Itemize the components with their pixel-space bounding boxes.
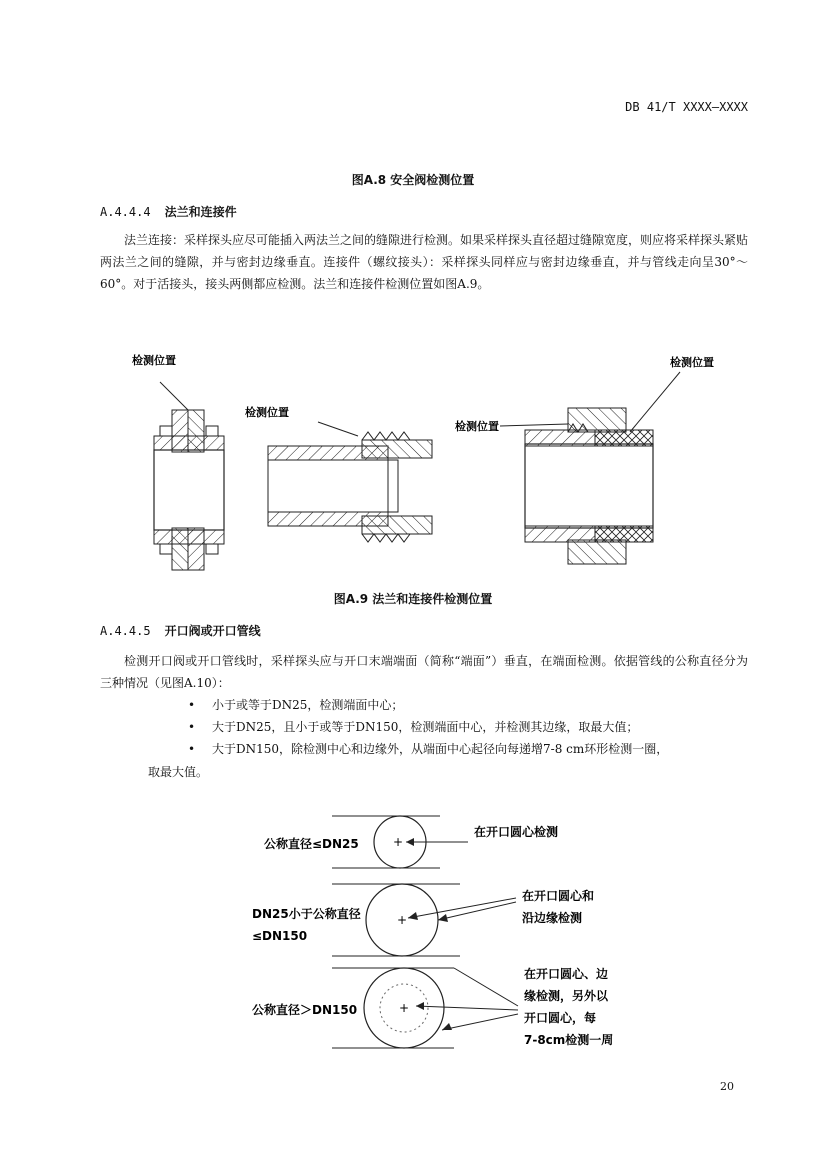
figure-a8-caption: 图A.8 安全阀检测位置 — [351, 173, 475, 187]
row2-label-line1: DN25小于公称直径 — [252, 907, 361, 921]
section-title: 法兰和连接件 — [164, 205, 237, 219]
row1-label: 公称直径≤DN25 — [264, 837, 359, 851]
flange-joint — [154, 382, 224, 570]
union-joint — [500, 372, 680, 564]
row2-label-line2: ≤DN150 — [252, 929, 308, 943]
union-left-label: 检测位置 — [455, 420, 499, 433]
section-heading-a4445 — [100, 622, 261, 639]
center-mark: + — [392, 835, 404, 849]
bullet-glyph: • — [188, 720, 196, 734]
center-mark: + — [396, 913, 408, 927]
section-heading-a4444 — [100, 203, 237, 220]
paragraph-text: 检测开口阀或开口管线时，采样探头应与开口末端端面（简称“端面”）垂直，在端面检测。依据管线的公称直径分为三种情况（见图A.10）： — [100, 654, 748, 690]
flange-label: 检测位置 — [132, 354, 176, 367]
list-item — [188, 716, 668, 738]
row2-note-line2: 沿边缘检测 — [522, 911, 583, 925]
list-item — [188, 738, 668, 760]
bullet-continuation: 取最大值。 — [148, 765, 209, 779]
row3-note-line3: 开口圆心，每 — [524, 1011, 597, 1025]
bullet-glyph: • — [188, 698, 196, 712]
figure-a9-diagram — [100, 340, 740, 580]
section-title: 开口阀或开口管线 — [164, 624, 261, 638]
section-number: A.4.4.4 — [100, 205, 151, 219]
figure-a10-diagram — [240, 810, 640, 1060]
paragraph-text: 法兰连接：采样探头应尽可能插入两法兰之间的缝隙进行检测。如果采样探头直径超过缝隙宽度，则应将采样探头紧贴两法兰之间的缝隙，并与密封边缘垂直。连接件（螺纹接头）：采样探头同样应与密封边缘垂直，并与管线走向呈30°～60°。对于活接头，接头两侧都应检测。法兰和连接件检测位置如图A.9。 — [100, 233, 749, 291]
bullet-glyph: • — [188, 742, 196, 756]
row3-note-line1: 在开口圆心、边 — [524, 967, 609, 981]
row1-note: 在开口圆心检测 — [474, 825, 559, 839]
row3-note-line2: 缘检测，另外以 — [524, 989, 609, 1003]
bullet-list — [188, 694, 668, 760]
paragraph-flange — [100, 229, 748, 295]
row3-note-line4: 7-8cm检测一周 — [524, 1033, 614, 1047]
document-code: DB 41/T XXXX—XXXX — [625, 100, 748, 114]
row-over-dn150 — [332, 968, 518, 1048]
threaded-label: 检测位置 — [245, 406, 289, 419]
list-item-text: 小于或等于DN25，检测端面中心； — [212, 698, 404, 712]
row3-label: 公称直径＞DN150 — [252, 1003, 358, 1017]
figure-a9-caption: 图A.9 法兰和连接件检测位置 — [333, 592, 493, 606]
list-item — [188, 694, 668, 716]
threaded-joint — [268, 422, 432, 542]
list-item-text: 大于DN25，且小于或等于DN150，检测端面中心，并检测其边缘，取最大值； — [212, 720, 639, 734]
list-item-text: 大于DN150，除检测中心和边缘外，从端面中心起径向每递增7-8 cm环形检测一圈， — [212, 742, 669, 756]
paragraph-open-valve — [100, 650, 748, 694]
page-number: 20 — [720, 1080, 734, 1093]
center-mark: + — [398, 1001, 410, 1015]
row2-note-line1: 在开口圆心和 — [522, 889, 595, 903]
union-right-label: 检测位置 — [670, 356, 714, 369]
section-number: A.4.4.5 — [100, 624, 151, 638]
